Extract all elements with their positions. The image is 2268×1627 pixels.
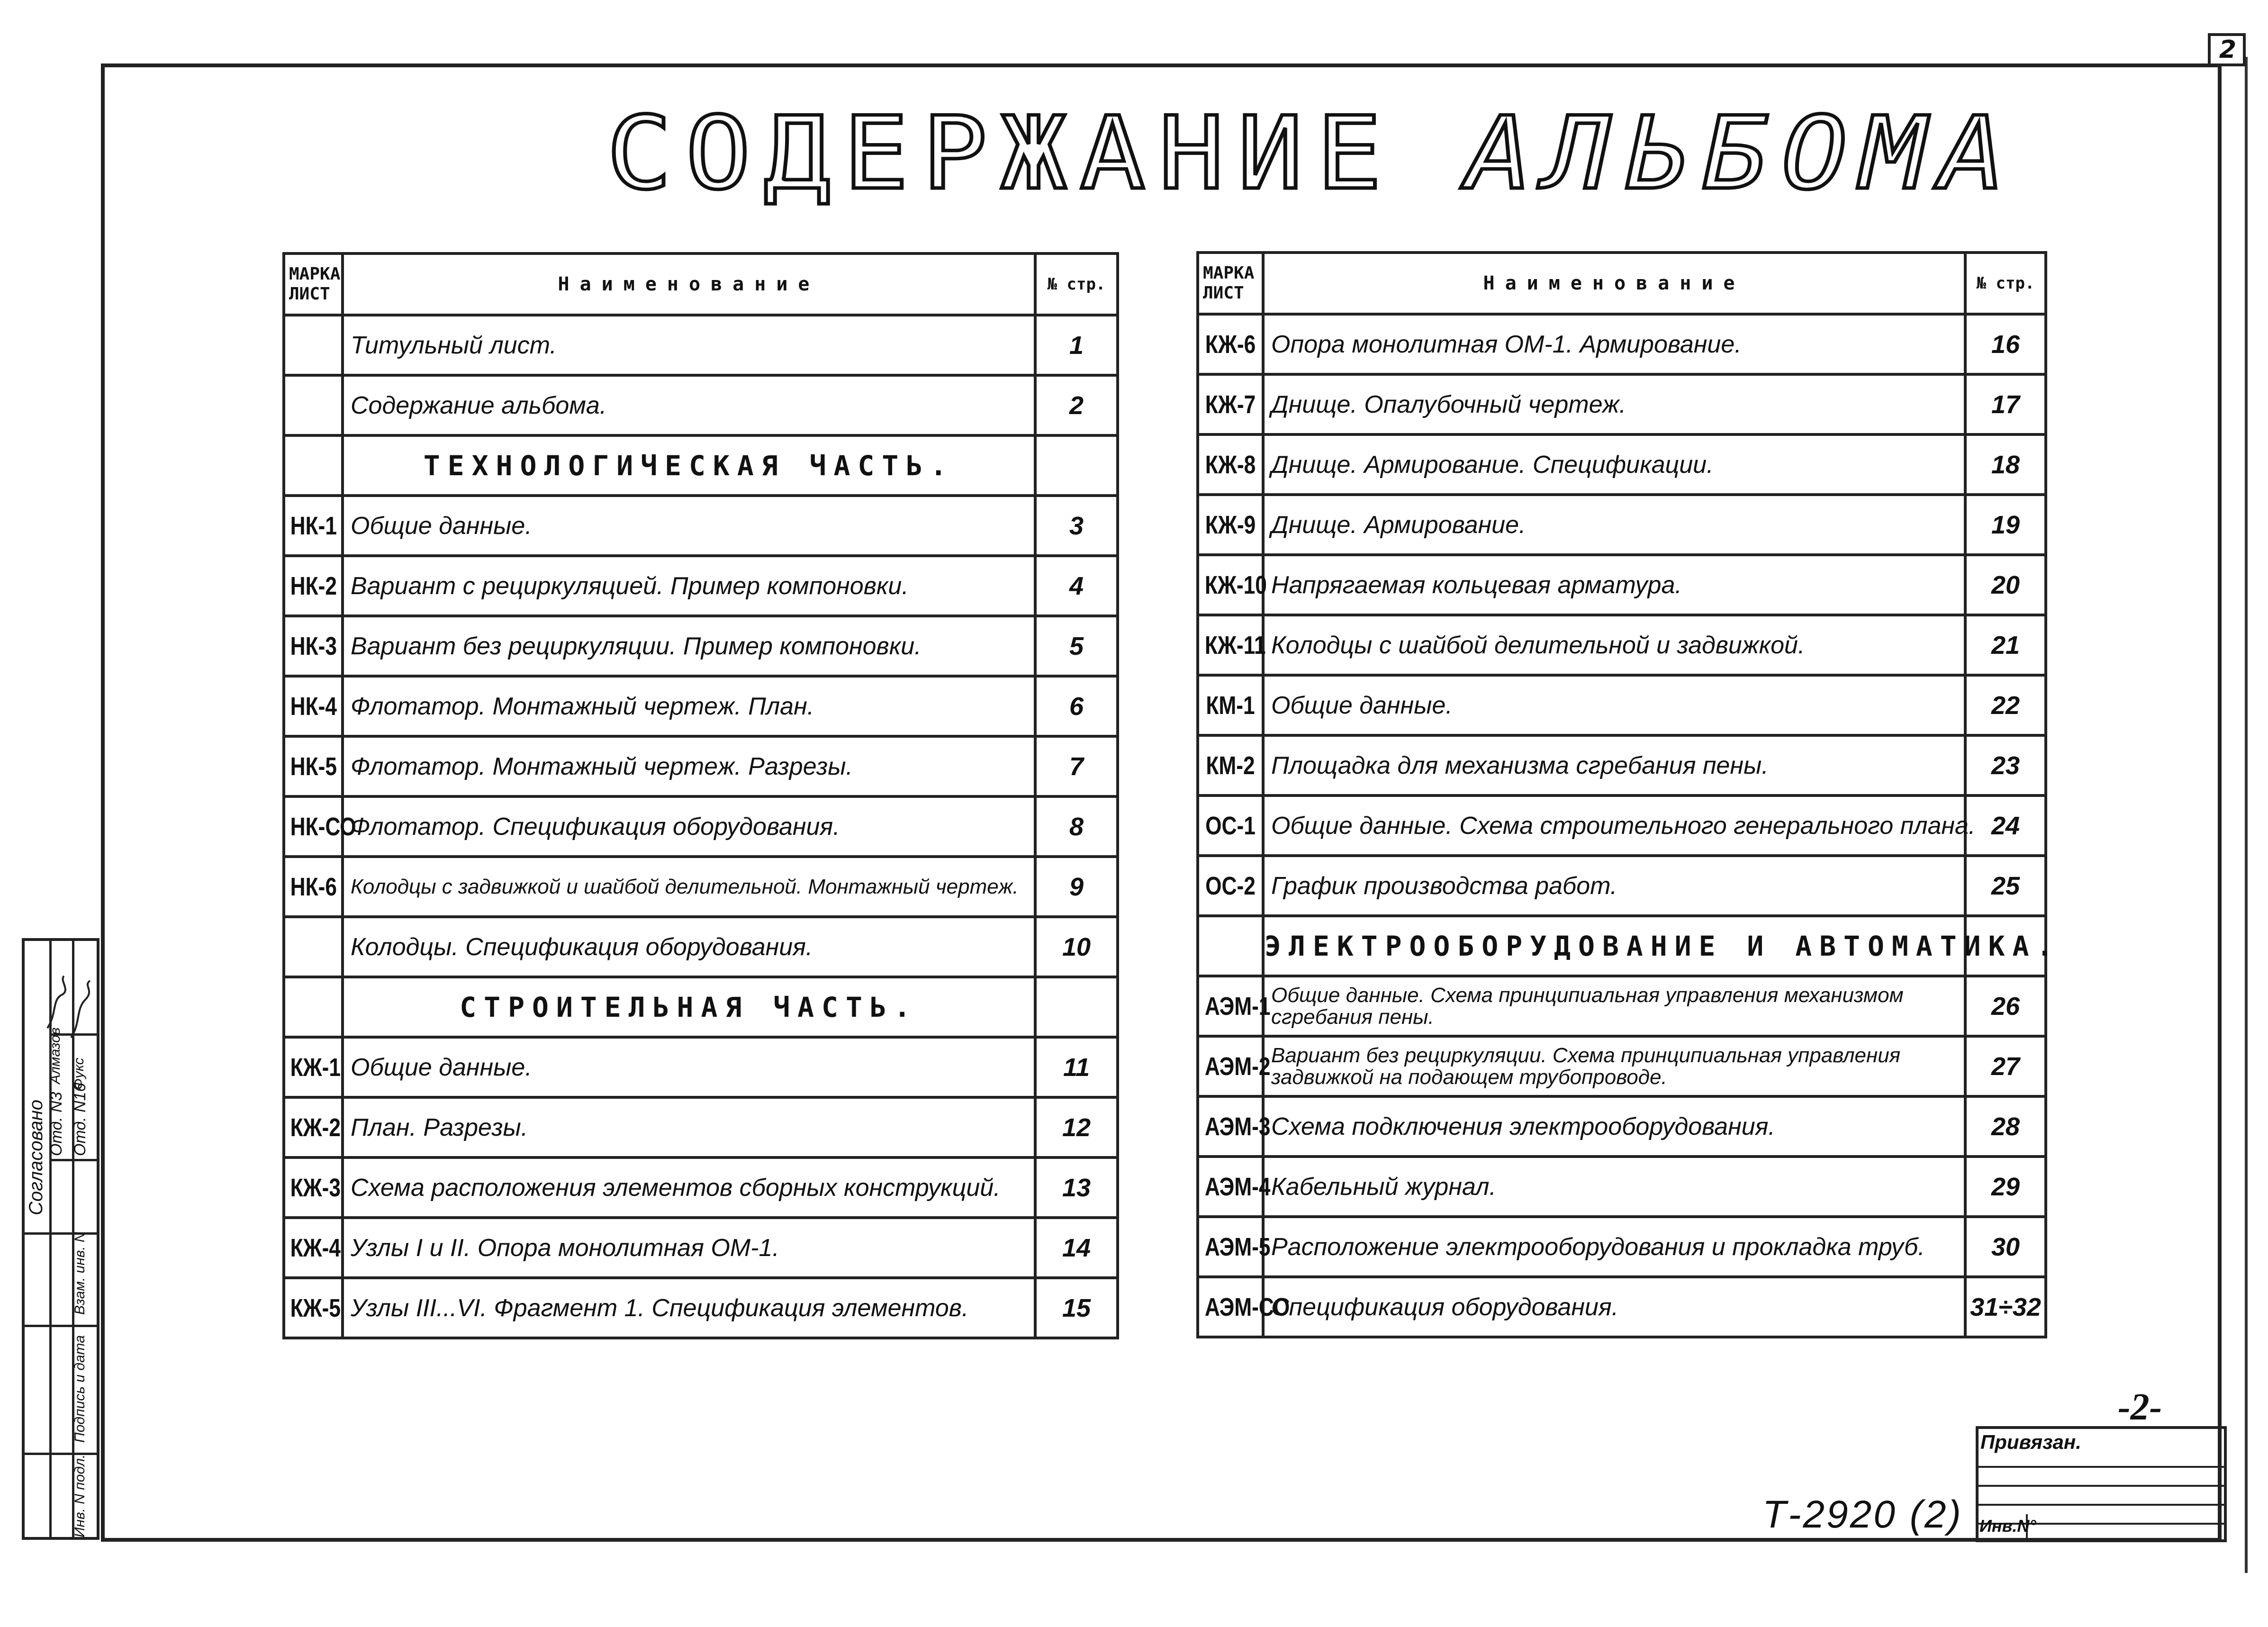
section-row bbox=[1198, 916, 2046, 976]
table-row bbox=[284, 676, 1118, 736]
page-number: 24 bbox=[1965, 795, 2046, 856]
table-row bbox=[284, 1157, 1118, 1218]
sheet-code: КЖ-11 bbox=[1203, 615, 1257, 675]
sheet-code: НК-5 bbox=[289, 736, 337, 796]
section-title: ТЕХНОЛОГИЧЕСКАЯ ЧАСТЬ. bbox=[343, 435, 1035, 496]
sheet-name: Колодцы с задвижкой и шайбой делительной. Монтажный чертеж. bbox=[343, 857, 1035, 917]
sheet-name: Общие данные. bbox=[1263, 675, 1965, 735]
section-title: ЭЛЕКТРООБОРУДОВАНИЕ И АВТОМАТИКА. bbox=[1263, 916, 1965, 976]
sheet-code bbox=[289, 375, 337, 435]
page-title bbox=[606, 95, 2019, 212]
table-row bbox=[284, 857, 1118, 917]
table-row bbox=[1198, 434, 2046, 495]
code-cell bbox=[284, 977, 343, 1037]
table-row bbox=[1198, 1217, 2046, 1277]
sheet-name: Днище. Армирование. Спецификации. bbox=[1263, 434, 1965, 495]
sheet-code: КЖ-9 bbox=[1203, 495, 1257, 555]
header-code: МАРКА ЛИСТ bbox=[1198, 253, 1263, 314]
table-row bbox=[1198, 1036, 2046, 1096]
header-page: № стр. bbox=[1035, 253, 1118, 315]
page-number: 31÷32 bbox=[1965, 1277, 2046, 1337]
stamp-dept-1: Отд. N3 bbox=[47, 1092, 65, 1156]
page-number: 28 bbox=[1965, 1096, 2046, 1157]
page-number: 22 bbox=[1965, 675, 2046, 735]
table-row bbox=[284, 1218, 1118, 1278]
sheet-name: Вариант без рециркуляции. Схема принципиальная управления задвижкой на подающем трубопроводе. bbox=[1263, 1036, 1965, 1096]
stamp-name-1: Алмазов bbox=[47, 1027, 63, 1084]
table-row bbox=[1198, 976, 2046, 1036]
sheet-code: АЭМ-3 bbox=[1203, 1096, 1257, 1157]
table-row bbox=[284, 616, 1118, 676]
stamp-divider bbox=[1979, 1485, 2224, 1487]
page-number: 23 bbox=[1965, 735, 2046, 795]
sheet-code: КЖ-7 bbox=[1203, 374, 1257, 434]
table-row bbox=[1198, 735, 2046, 795]
page-number: 8 bbox=[1035, 796, 1118, 857]
page-number: 10 bbox=[1035, 917, 1118, 977]
page-number: 4 bbox=[1035, 556, 1118, 616]
code-cell bbox=[1198, 916, 1263, 976]
table-row bbox=[284, 496, 1118, 556]
title-word-1: СОДЕРЖАНИЕ bbox=[606, 95, 1395, 212]
sheet-number: 2 bbox=[2219, 36, 2237, 64]
sheet-code: КЖ-1 bbox=[289, 1037, 337, 1097]
page-number: 29 bbox=[1965, 1157, 2046, 1217]
sheet-code: КЖ-6 bbox=[1203, 314, 1257, 374]
page-number: 9 bbox=[1035, 857, 1118, 917]
sheet-name: Колодцы с шайбой делительной и задвижкой. bbox=[1263, 615, 1965, 675]
table-row bbox=[1198, 1277, 2046, 1337]
table-row bbox=[284, 315, 1118, 375]
sheet-name: Кабельный журнал. bbox=[1263, 1157, 1965, 1217]
section-title: СТРОИТЕЛЬНАЯ ЧАСТЬ. bbox=[343, 977, 1035, 1037]
page-number: 15 bbox=[1035, 1278, 1118, 1338]
sheet-name: Титульный лист. bbox=[343, 315, 1035, 375]
table-row bbox=[1198, 675, 2046, 735]
title-word-2: АЛЬБОМА bbox=[1466, 95, 2019, 212]
document-number: Т-2920 (2) bbox=[1762, 1493, 1963, 1536]
header-name: Наименование bbox=[1263, 253, 1965, 314]
page-number: 3 bbox=[1035, 496, 1118, 556]
table-row bbox=[1198, 495, 2046, 555]
contents-table-right bbox=[1196, 251, 2061, 1338]
table-row bbox=[1198, 314, 2046, 374]
page-number: 21 bbox=[1965, 615, 2046, 675]
table-row bbox=[284, 1097, 1118, 1157]
sheet-name: Вариант без рециркуляции. Пример компоновки. bbox=[343, 616, 1035, 676]
stamp-agreed: Согласовано bbox=[26, 1100, 46, 1215]
sheet-code: КЖ-10 bbox=[1203, 555, 1257, 615]
sheet-code: АЭМ-СО bbox=[1203, 1277, 1257, 1337]
page-cell bbox=[1035, 977, 1118, 1037]
sheet-name: Днище. Армирование. bbox=[1263, 495, 1965, 555]
sheet-name: Флотатор. Монтажный чертеж. Разрезы. bbox=[343, 736, 1035, 796]
table-row bbox=[284, 375, 1118, 435]
sheet-code: КЖ-5 bbox=[289, 1278, 337, 1338]
sheet-name: Узлы III...VI. Фрагмент 1. Спецификация элементов. bbox=[343, 1278, 1035, 1338]
code-cell bbox=[284, 435, 343, 496]
sheet-name: Общие данные. Схема принципиальная управления механизмом сгребания пены. bbox=[1263, 976, 1965, 1036]
page-number: 12 bbox=[1035, 1097, 1118, 1157]
stamp-divider bbox=[49, 1159, 97, 1161]
header-name: Наименование bbox=[343, 253, 1035, 315]
page-number: 26 bbox=[1965, 976, 2046, 1036]
page-number: 11 bbox=[1035, 1037, 1118, 1097]
sheet-code: АЭМ-4 bbox=[1203, 1157, 1257, 1217]
page-cell bbox=[1035, 435, 1118, 496]
sheet-code: КЖ-2 bbox=[289, 1097, 337, 1157]
section-row bbox=[284, 977, 1118, 1037]
header-page: № стр. bbox=[1965, 253, 2046, 314]
page-number: 20 bbox=[1965, 555, 2046, 615]
sheet-name: Напрягаемая кольцевая арматура. bbox=[1263, 555, 1965, 615]
stamp-col-sign: Подпись и дата bbox=[72, 1335, 88, 1443]
table-row bbox=[284, 736, 1118, 796]
inventory-label: Инв.N° bbox=[1979, 1516, 2036, 1536]
sheet-code: ОС-2 bbox=[1203, 856, 1257, 916]
page-number: 5 bbox=[1035, 616, 1118, 676]
page-number: 7 bbox=[1035, 736, 1118, 796]
stamp-divider bbox=[1979, 1466, 2224, 1468]
sheet-code: АЭМ-1 bbox=[1203, 976, 1257, 1036]
table-row bbox=[1198, 374, 2046, 434]
page-number: 27 bbox=[1965, 1036, 2046, 1096]
page-number: 6 bbox=[1035, 676, 1118, 736]
sheet-name: Опора монолитная ОМ-1. Армирование. bbox=[1263, 314, 1965, 374]
sheet-code: НК-6 bbox=[289, 857, 337, 917]
sheet-name: План. Разрезы. bbox=[343, 1097, 1035, 1157]
stamp-col-replace: Взам. инв. N bbox=[72, 1232, 88, 1315]
sheet-name: Общие данные. bbox=[343, 1037, 1035, 1097]
table-row bbox=[284, 556, 1118, 616]
sheet-code: НК-3 bbox=[289, 616, 337, 676]
page-number: 25 bbox=[1965, 856, 2046, 916]
sheet-name: Площадка для механизма сгребания пены. bbox=[1263, 735, 1965, 795]
stamp-divider bbox=[25, 1325, 97, 1327]
sheet-name: Схема расположения элементов сборных конструкций. bbox=[343, 1157, 1035, 1218]
table-row bbox=[284, 796, 1118, 857]
stamp-dept-2: Отд. N16 bbox=[71, 1083, 89, 1156]
sheet-code: НК-1 bbox=[289, 496, 337, 556]
page-number: 30 bbox=[1965, 1217, 2046, 1277]
sheet-name: Колодцы. Спецификация оборудования. bbox=[343, 917, 1035, 977]
sheet-name: Флотатор. Спецификация оборудования. bbox=[343, 796, 1035, 857]
table-row bbox=[1198, 555, 2046, 615]
sheet-name: Вариант с рециркуляцией. Пример компоновки. bbox=[343, 556, 1035, 616]
sheet-code: КМ-2 bbox=[1203, 735, 1257, 795]
sheet-code: НК-СО bbox=[289, 796, 337, 857]
page-number: 19 bbox=[1965, 495, 2046, 555]
header-code: МАРКА ЛИСТ bbox=[284, 253, 343, 315]
sheet-name: Расположение электрооборудования и прокладка труб. bbox=[1263, 1217, 1965, 1277]
page-number: 18 bbox=[1965, 434, 2046, 495]
sheet-code: КМ-1 bbox=[1203, 675, 1257, 735]
stamp-name-2: Фукс bbox=[71, 1058, 87, 1090]
page-number: 16 bbox=[1965, 314, 2046, 374]
table-row bbox=[284, 1037, 1118, 1097]
table-row bbox=[284, 917, 1118, 977]
sheet-code bbox=[289, 917, 337, 977]
table-row bbox=[1198, 1096, 2046, 1157]
binding-label: Привязан. bbox=[1980, 1431, 2081, 1453]
sheet-code: НК-2 bbox=[289, 556, 337, 616]
section-row bbox=[284, 435, 1118, 496]
page-number: 13 bbox=[1035, 1157, 1118, 1218]
table-row bbox=[284, 1278, 1118, 1338]
table-header bbox=[1198, 253, 2046, 314]
sheet-name: График производства работ. bbox=[1263, 856, 1965, 916]
sheet-name: Спецификация оборудования. bbox=[1263, 1277, 1965, 1337]
table-row bbox=[1198, 795, 2046, 856]
sheet-code: КЖ-8 bbox=[1203, 434, 1257, 495]
page-number: 2 bbox=[1035, 375, 1118, 435]
contents-table-left bbox=[282, 252, 1119, 1339]
sheet-name: Флотатор. Монтажный чертеж. План. bbox=[343, 676, 1035, 736]
page-number: 17 bbox=[1965, 374, 2046, 434]
sheet-name: Общие данные. Схема строительного генерального плана. bbox=[1263, 795, 1965, 856]
table-row bbox=[1198, 615, 2046, 675]
page-mark: -2- bbox=[2118, 1386, 2162, 1428]
sheet-code: АЭМ-5 bbox=[1203, 1217, 1257, 1277]
sheet-name: Общие данные. bbox=[343, 496, 1035, 556]
page-number: 1 bbox=[1035, 315, 1118, 375]
sheet-name: Схема подключения электрооборудования. bbox=[1263, 1096, 1965, 1157]
sheet-code: КЖ-3 bbox=[289, 1157, 337, 1218]
page-number: 14 bbox=[1035, 1218, 1118, 1278]
sheet-code: КЖ-4 bbox=[289, 1218, 337, 1278]
sheet-name: Днище. Опалубочный чертеж. bbox=[1263, 374, 1965, 434]
sheet-code: ОС-1 bbox=[1203, 795, 1257, 856]
sheet-edge-line bbox=[2245, 57, 2248, 1573]
stamp-divider bbox=[1979, 1504, 2224, 1506]
sheet-code: НК-4 bbox=[289, 676, 337, 736]
sheet-name: Содержание альбома. bbox=[343, 375, 1035, 435]
sheet-name: Узлы I и II. Опора монолитная ОМ-1. bbox=[343, 1218, 1035, 1278]
table-header bbox=[284, 253, 1118, 315]
table-row bbox=[1198, 1157, 2046, 1217]
sheet-code bbox=[289, 315, 337, 375]
table-row bbox=[1198, 856, 2046, 916]
stamp-col-inv: Инв. N подл. bbox=[72, 1454, 88, 1537]
stamp-signatures bbox=[43, 971, 95, 1052]
sheet-code: АЭМ-2 bbox=[1203, 1036, 1257, 1096]
